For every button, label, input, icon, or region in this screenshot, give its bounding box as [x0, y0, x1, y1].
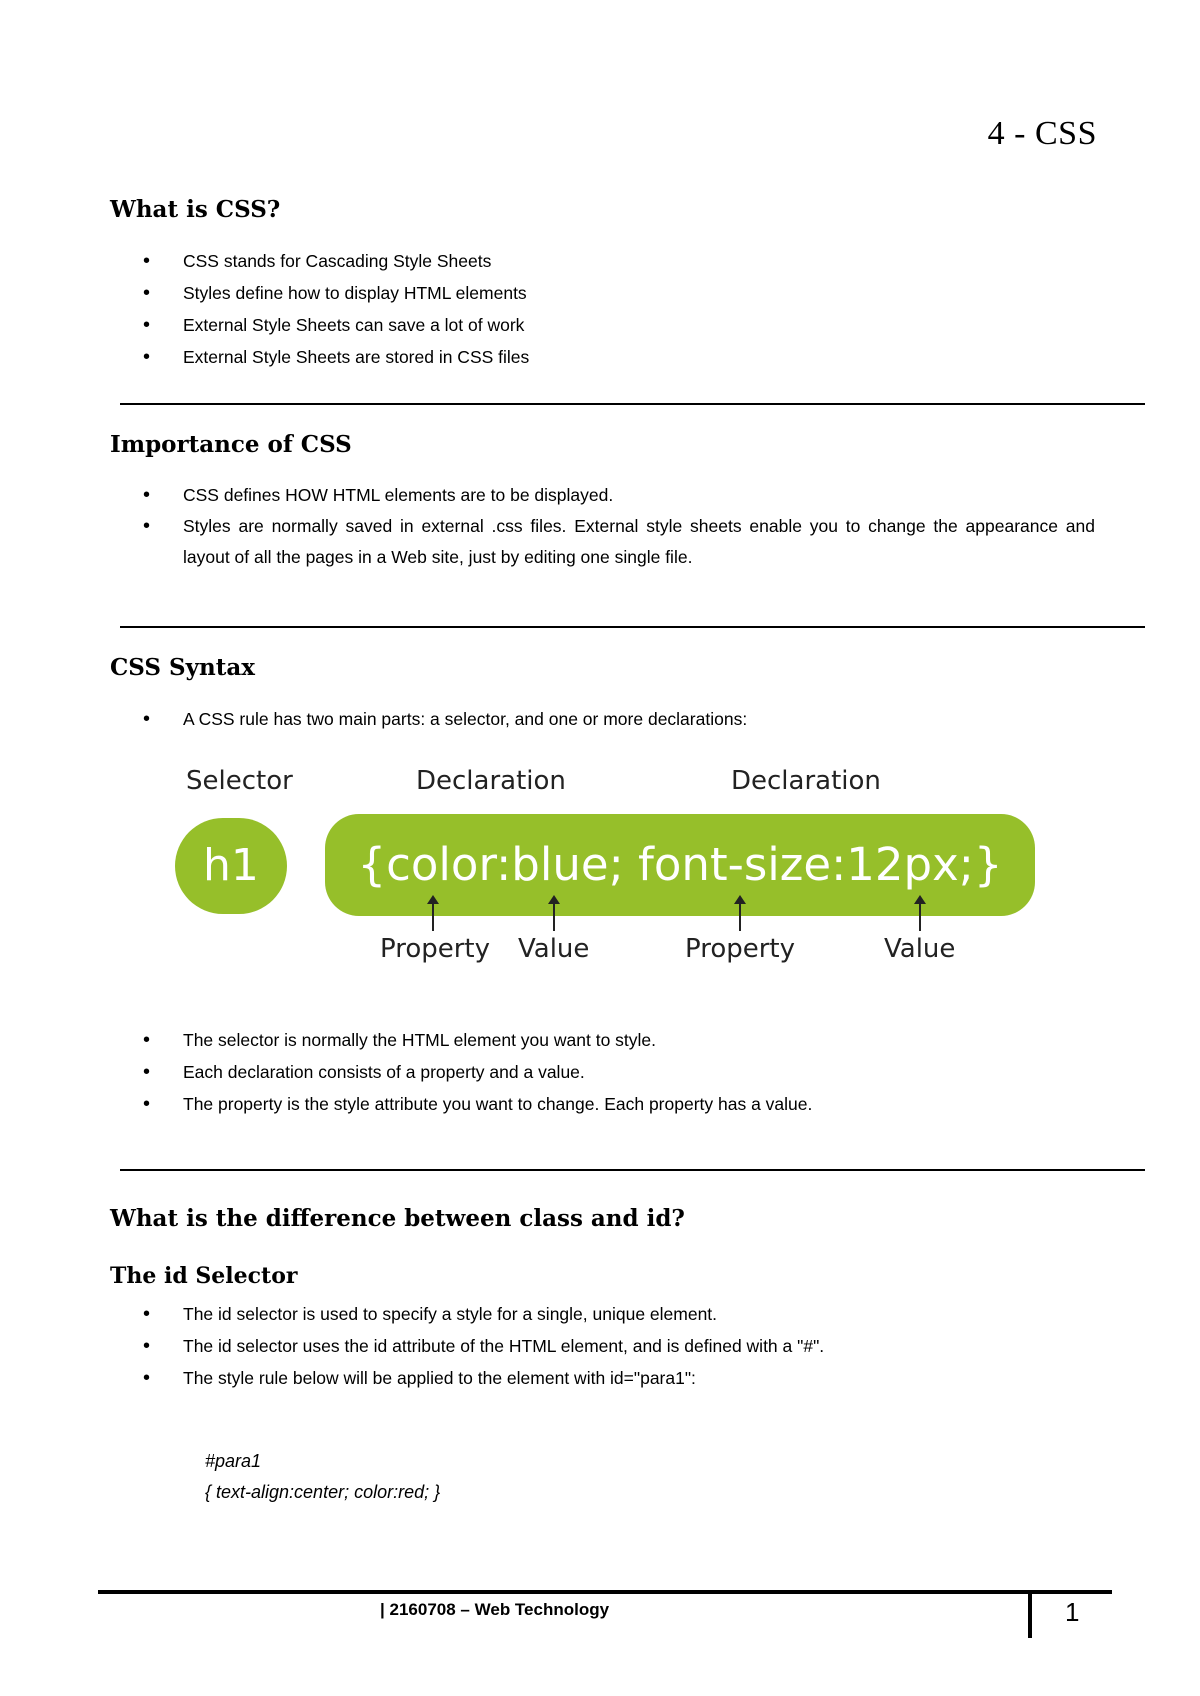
code-selector: #para1: [205, 1451, 262, 1471]
arrow-up-icon: [553, 897, 555, 931]
list-item: • External Style Sheets can save a lot of work: [110, 309, 1095, 341]
footer-course: [380, 1600, 609, 1620]
selector-pill: h1: [175, 818, 287, 914]
value-label: Value: [884, 934, 956, 964]
syntax-intro-list: [110, 703, 1095, 735]
footer-course-code: 2160708: [389, 1600, 456, 1619]
section-divider: [120, 403, 1145, 405]
footer-course-name: Web Technology: [474, 1600, 610, 1619]
list-item: • CSS defines HOW HTML elements are to be displayed.: [110, 479, 1095, 511]
list-item: • The property is the style attribute you want to change. Each property has a value.: [110, 1088, 1095, 1120]
declaration-label: Declaration: [416, 766, 566, 796]
importance-list: [110, 479, 1095, 573]
list-item: • Each declaration consists of a property and a value.: [110, 1056, 1095, 1088]
footer-divider: [1028, 1590, 1032, 1638]
list-item: • The selector is normally the HTML element you want to style.: [110, 1024, 1095, 1056]
what-is-css-list: [110, 245, 1095, 373]
footer-rule: [98, 1590, 1112, 1594]
declaration-label: Declaration: [731, 766, 881, 796]
syntax-list: [110, 1024, 1095, 1120]
property-label: Property: [685, 934, 796, 964]
subheading-id-selector: The id Selector: [110, 1263, 298, 1289]
footer-dash: –: [460, 1600, 470, 1619]
arrow-up-icon: [432, 897, 434, 931]
arrow-up-icon: [919, 897, 921, 931]
section-heading-css-syntax: CSS Syntax: [110, 654, 255, 681]
chapter-title: 4 - CSS: [987, 115, 1097, 152]
section-heading-class-vs-id: What is the difference between class and id?: [110, 1205, 685, 1232]
list-item: • CSS stands for Cascading Style Sheets: [110, 245, 1095, 277]
list-item: • The id selector uses the id attribute of the HTML element, and is defined with a "#".: [110, 1330, 1095, 1362]
list-item: • Styles are normally saved in external .css files. External style sheets enable you to change the appearance and layout of all the pages in a Web site, just by editing one single file.: [110, 511, 1095, 573]
page-number: 1: [1065, 1597, 1080, 1627]
section-heading-what-is-css: What is CSS?: [110, 196, 281, 223]
code-declaration: { text-align:center; color:red; }: [205, 1482, 441, 1502]
list-item: • External Style Sheets are stored in CSS files: [110, 341, 1095, 373]
section-divider: [120, 626, 1145, 628]
value-label: Value: [518, 934, 590, 964]
list-item: • Styles define how to display HTML elements: [110, 277, 1095, 309]
id-selector-list: [110, 1298, 1095, 1394]
declaration-pill: {color:blue; font-size:12px;}: [325, 814, 1035, 916]
arrow-up-icon: [739, 897, 741, 931]
list-item: • The style rule below will be applied to the element with id="para1":: [110, 1362, 1095, 1394]
selector-label: Selector: [186, 766, 293, 796]
section-heading-importance: Importance of CSS: [110, 431, 352, 458]
list-item: • The id selector is used to specify a style for a single, unique element.: [110, 1298, 1095, 1330]
property-label: Property: [380, 934, 491, 964]
footer-separator: |: [380, 1600, 385, 1619]
section-divider: [120, 1169, 1145, 1171]
list-item: • A CSS rule has two main parts: a selector, and one or more declarations:: [110, 703, 1095, 735]
